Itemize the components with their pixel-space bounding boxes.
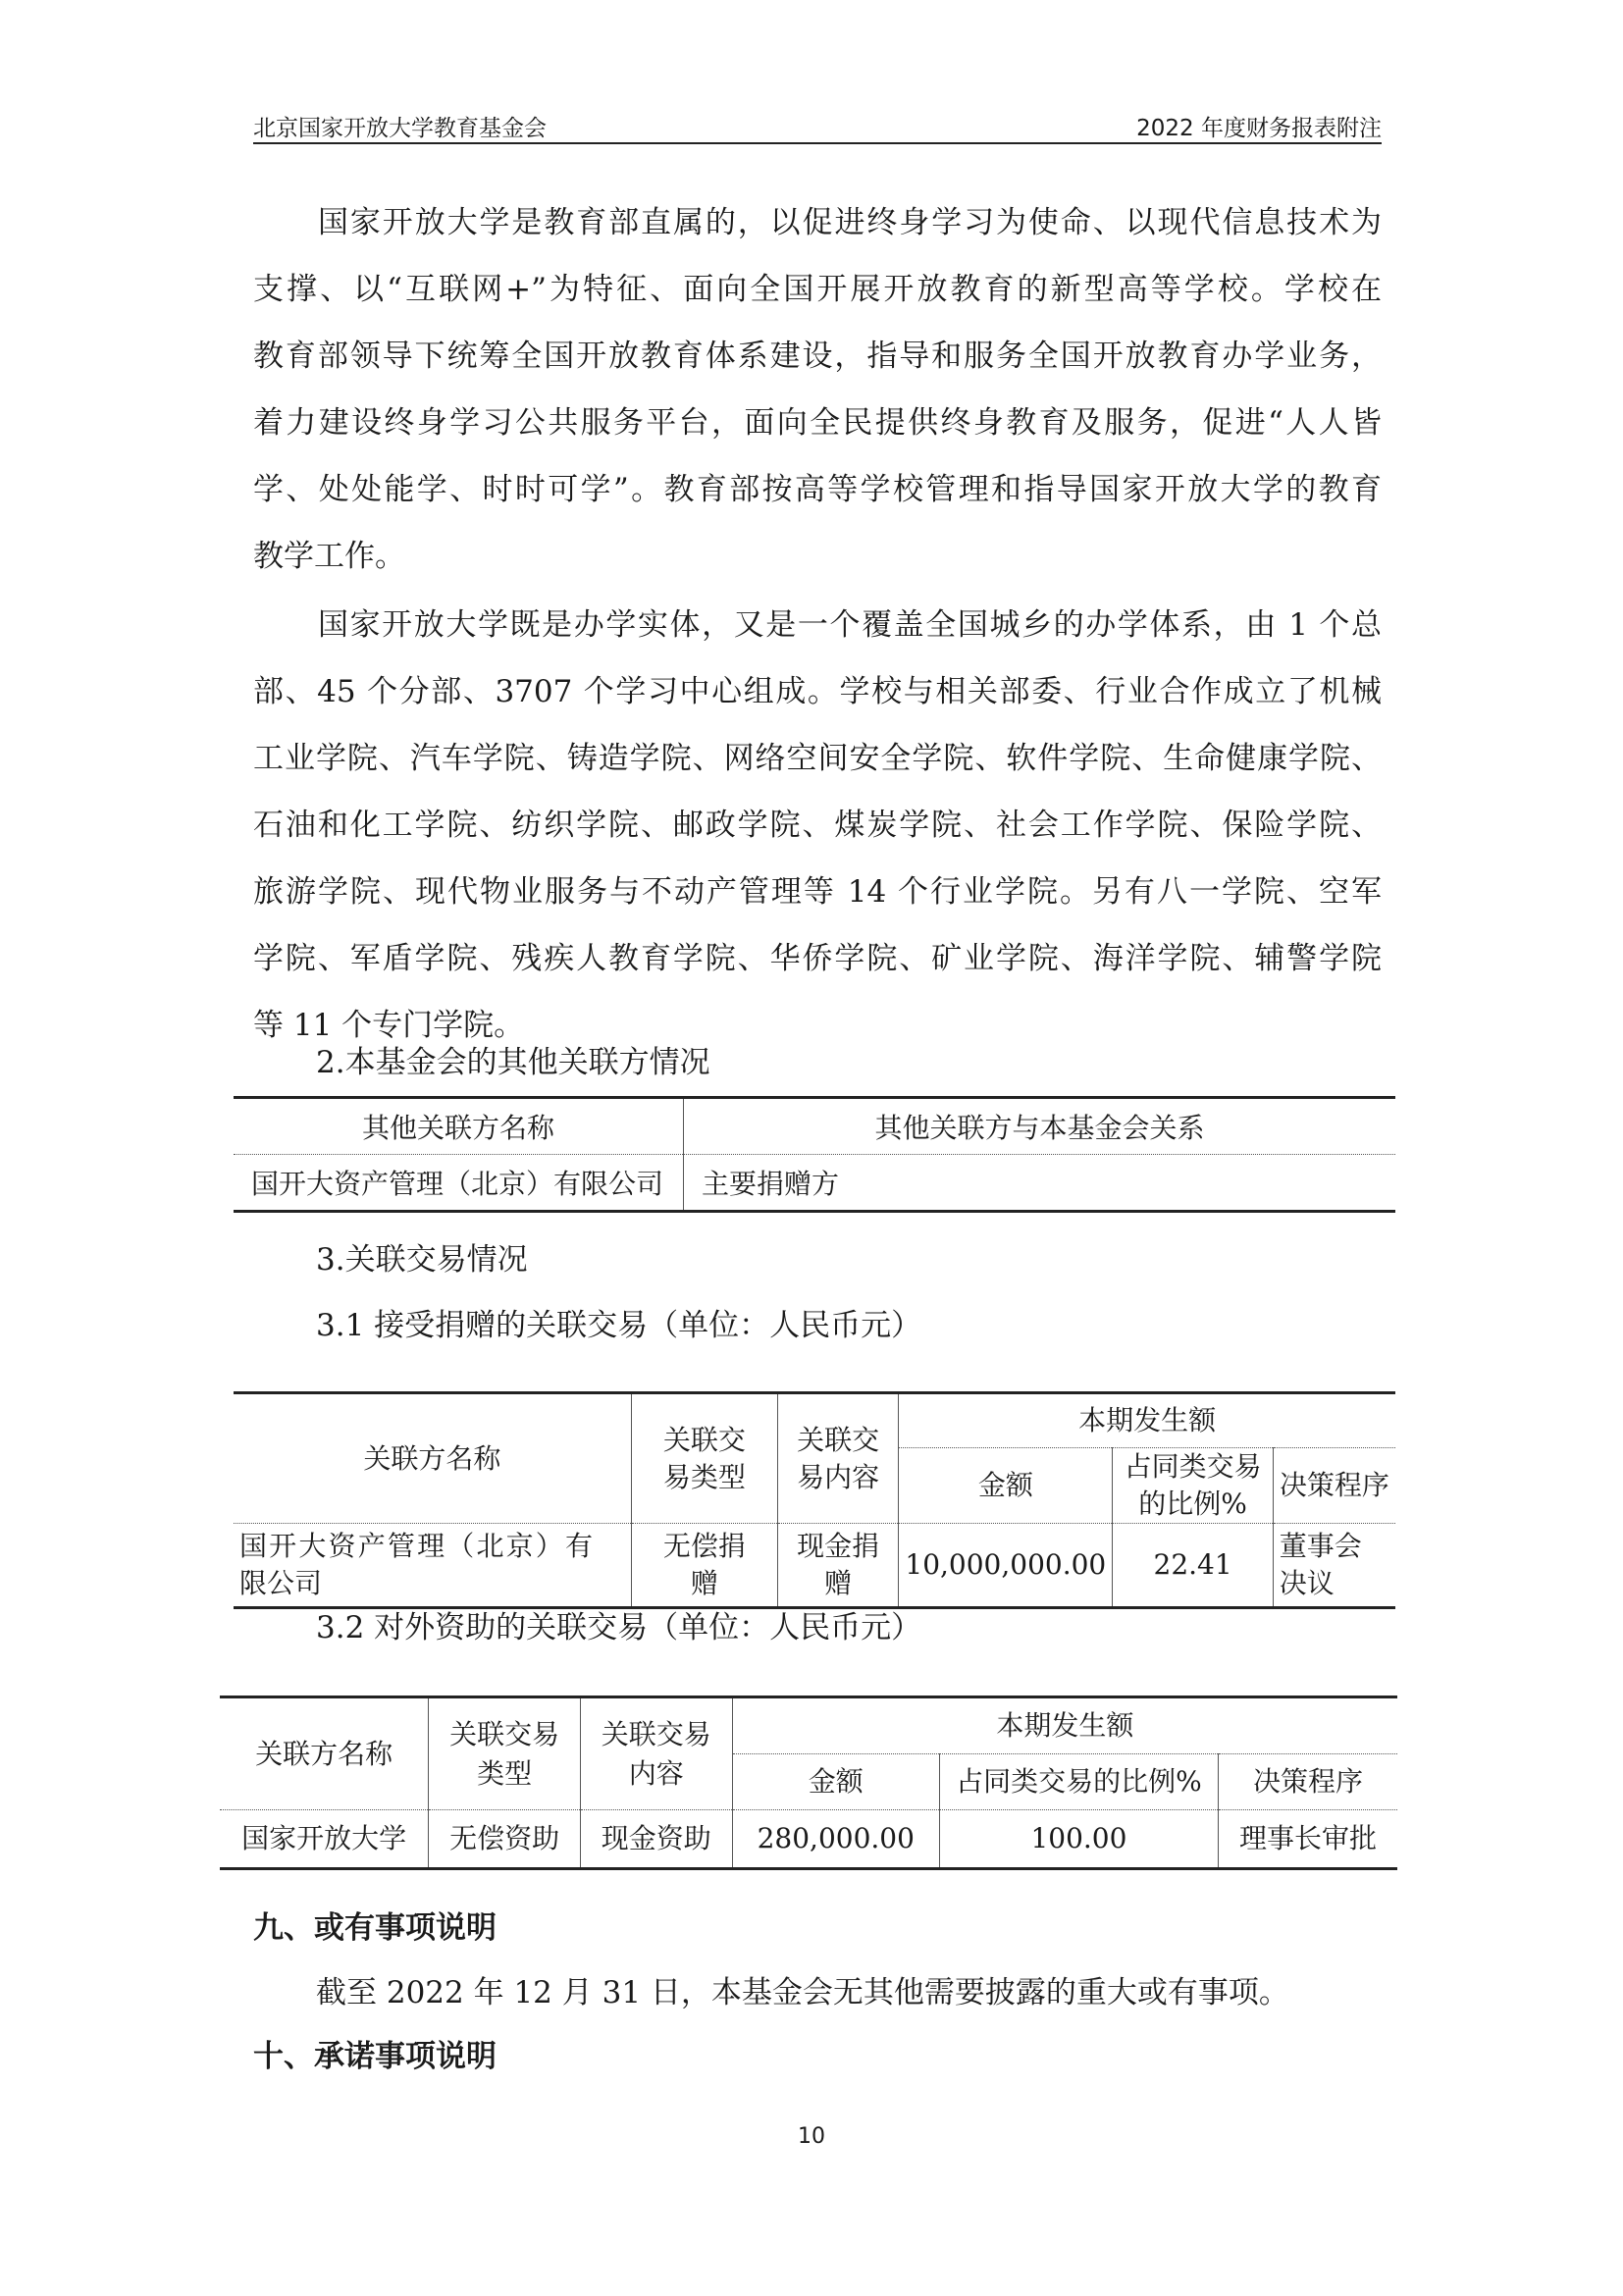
table-header-row (220, 1697, 1397, 1754)
table-cell: 22.41 (1113, 1524, 1273, 1608)
table-cell (1273, 1524, 1395, 1608)
paragraph-line: 国家开放大学是教育部直属的，以促进终身学习为使命、以现代信息技术为 (318, 205, 1382, 240)
table-row (234, 1155, 1395, 1212)
cell-text: 无偿捐赠 (662, 1530, 746, 1599)
table-cell: 无偿资助 (429, 1810, 581, 1869)
table-cell: 国家开放大学 (241, 1822, 407, 1854)
section-3-2-title: 3.2 对外资助的关联交易（单位：人民币元） (316, 1610, 922, 1645)
table-header-cell: 金额 (899, 1448, 1113, 1524)
paragraph-line: 等 11 个专门学院。 (253, 1008, 525, 1043)
cell-text: 现金捐赠 (797, 1530, 880, 1599)
table-header-cell: 本期发生额 (732, 1697, 1397, 1754)
paragraph-intro (253, 189, 1382, 590)
table-header-cell: 关联方名称 (363, 1441, 501, 1475)
other-related-parties-table (234, 1096, 1395, 1213)
table-header-row (234, 1393, 1395, 1448)
donation-received-table (234, 1391, 1395, 1609)
table-header-cell (1113, 1448, 1273, 1524)
table-header-cell: 决策程序 (1218, 1754, 1397, 1810)
table-cell: 10,000,000.00 (899, 1524, 1113, 1608)
header-divider (253, 142, 1382, 144)
cell-text: 董事会决议 (1279, 1530, 1362, 1599)
table-cell: 理事长审批 (1218, 1810, 1397, 1869)
external-funding-table (220, 1696, 1397, 1870)
table-header-cell: 决策程序 (1273, 1448, 1395, 1524)
table-header-cell (777, 1393, 898, 1524)
paragraph-line: 工业学院、汽车学院、铸造学院、网络空间安全学院、软件学院、生命健康学院、 (253, 741, 1382, 776)
paragraph-line: 石油和化工学院、纺织学院、邮政学院、煤炭学院、社会工作学院、保险学院、 (253, 808, 1382, 843)
table-header-cell: 其他关联方名称 (234, 1098, 684, 1155)
header-text: 关联交易内容 (797, 1423, 880, 1493)
table-cell (631, 1524, 777, 1608)
table-row (220, 1810, 1397, 1869)
section-3-title: 3.关联交易情况 (316, 1242, 528, 1278)
page-number: 10 (798, 2124, 825, 2149)
table-cell: 现金资助 (580, 1810, 732, 1869)
section-3-1-title: 3.1 接受捐赠的关联交易（单位：人民币元） (316, 1308, 922, 1343)
header-org-name: 北京国家开放大学教育基金会 (253, 116, 547, 141)
table-cell (777, 1524, 898, 1608)
header-report-title: 2022 年度财务报表附注 (1136, 116, 1382, 141)
section-10-heading: 十、承诺事项说明 (253, 2039, 497, 2074)
paragraph-line: 教学工作。 (253, 539, 405, 574)
table-cell: 主要捐赠方 (702, 1168, 840, 1200)
paragraph-line: 国家开放大学既是办学实体，又是一个覆盖全国城乡的办学体系，由 1 个总 (318, 607, 1382, 643)
table-header-cell: 其他关联方与本基金会关系 (684, 1098, 1396, 1155)
table-header-cell (580, 1697, 732, 1810)
header-text: 占同类交易的比例% (1124, 1450, 1262, 1520)
table-header-cell (631, 1393, 777, 1524)
table-header-cell: 金额 (732, 1754, 939, 1810)
section-9-text: 截至 2022 年 12 月 31 日，本基金会无其他需要披露的重大或有事项。 (316, 1975, 1289, 2010)
table-cell: 100.00 (939, 1810, 1218, 1869)
table-header-cell: 关联方名称 (255, 1737, 393, 1770)
table-header-cell: 占同类交易的比例% (939, 1754, 1218, 1810)
table-row (234, 1524, 1395, 1608)
paragraph-line: 支撑、以“互联网+”为特征、面向全国开展开放教育的新型高等学校。学校在 (253, 272, 1382, 307)
header-text: 关联交易类型 (662, 1423, 746, 1493)
paragraph-structure (253, 592, 1382, 1059)
table-cell (234, 1524, 631, 1608)
paragraph-line: 学院、军盾学院、残疾人教育学院、华侨学院、矿业学院、海洋学院、辅警学院 (253, 941, 1382, 976)
section-9-heading: 九、或有事项说明 (253, 1910, 497, 1946)
paragraph-line: 旅游学院、现代物业服务与不动产管理等 14 个行业学院。另有八一学院、空军 (253, 874, 1382, 910)
table-header-row (234, 1098, 1395, 1155)
table-header-cell (429, 1697, 581, 1810)
paragraph-line: 学、处处能学、时时可学”。教育部按高等学校管理和指导国家开放大学的教育 (253, 472, 1382, 507)
table-header-cell: 本期发生额 (899, 1393, 1395, 1448)
header-text: 关联交易类型 (449, 1717, 560, 1790)
cell-text: 国开大资产管理（北京）有限公司 (239, 1530, 593, 1599)
section-2-title: 2.本基金会的其他关联方情况 (316, 1045, 710, 1080)
table-cell: 国开大资产管理（北京）有限公司 (234, 1155, 684, 1212)
table-cell: 280,000.00 (732, 1810, 939, 1869)
paragraph-line: 教育部领导下统筹全国开放教育体系建设，指导和服务全国开放教育办学业务， (253, 339, 1382, 374)
header-text: 关联交易内容 (601, 1717, 711, 1790)
paragraph-line: 着力建设终身学习公共服务平台，面向全民提供终身教育及服务，促进“人人皆 (253, 405, 1382, 441)
paragraph-line: 部、45 个分部、3707 个学习中心组成。学校与相关部委、行业合作成立了机械 (253, 674, 1382, 709)
